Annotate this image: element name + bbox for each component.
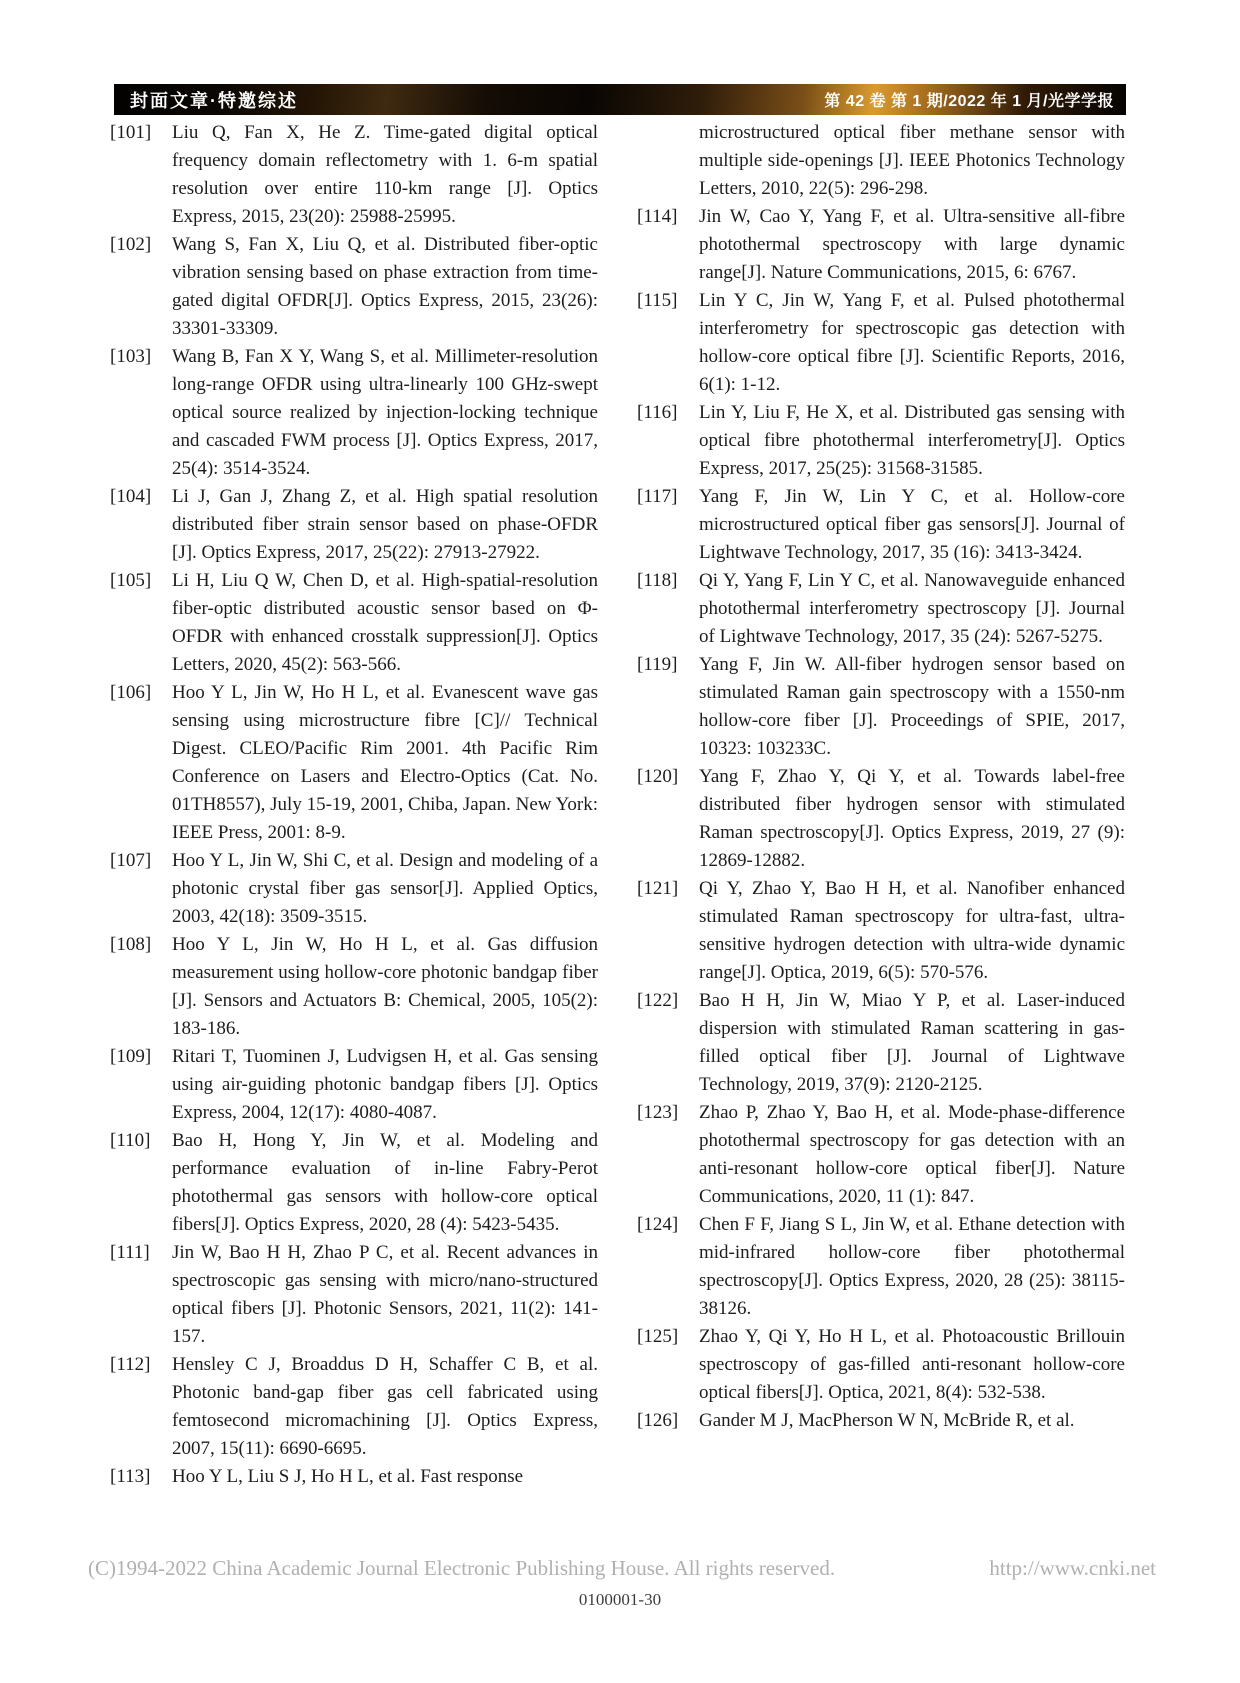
reference-item bbox=[110, 231, 598, 343]
reference-text: Li H, Liu Q W, Chen D, et al. High-spatial-resolution fiber-optic distributed acoustic sensor based on Φ-OFDR with enhanced crosstalk suppression[J]. Optics Letters, 2020, 45(2): 563-566. bbox=[172, 570, 598, 675]
reference-item bbox=[110, 679, 598, 847]
reference-number: [111] bbox=[110, 1242, 150, 1263]
reference-number: [117] bbox=[637, 486, 678, 507]
reference-number: [119] bbox=[637, 654, 678, 675]
reference-item bbox=[637, 399, 1125, 483]
page-number: 0100001-30 bbox=[578, 1590, 662, 1609]
reference-text: Lin Y C, Jin W, Yang F, et al. Pulsed photothermal interferometry for spectroscopic gas detection with hollow-core optical fibre [J]. Scientific Reports, 2016, 6(1): 1-12. bbox=[699, 290, 1125, 395]
reference-text: Qi Y, Yang F, Lin Y C, et al. Nanowaveguide enhanced photothermal interferometry spectroscopy [J]. Journal of Lightwave Technology, 2017, 35 (24): 5267-5275. bbox=[699, 570, 1125, 647]
reference-item bbox=[110, 343, 598, 483]
reference-item bbox=[637, 287, 1125, 399]
copyright-text: (C)1994-2022 China Academic Journal Electronic Publishing House. All rights reserved. bbox=[88, 1556, 836, 1580]
header-section-title: 封面文章·特邀综述 bbox=[130, 90, 298, 111]
reference-item bbox=[110, 931, 598, 1043]
reference-item bbox=[637, 1407, 1125, 1435]
reference-number: [104] bbox=[110, 486, 152, 507]
reference-number: [107] bbox=[110, 850, 152, 871]
reference-item bbox=[637, 651, 1125, 763]
column-left bbox=[110, 119, 598, 1491]
reference-item bbox=[110, 483, 598, 567]
reference-number: [113] bbox=[110, 1466, 151, 1487]
copyright-url: http://www.cnki.net bbox=[989, 1556, 1156, 1580]
reference-number: [118] bbox=[637, 570, 678, 591]
reference-text: Hoo Y L, Jin W, Shi C, et al. Design and modeling of a photonic crystal fiber gas sensor[J]. Applied Optics, 2003, 42(18): 3509-3515. bbox=[172, 850, 598, 927]
reference-text: Ritari T, Tuominen J, Ludvigsen H, et al. Gas sensing using air-guiding photonic bandgap fibers [J]. Optics Express, 2004, 12(17): 4080-4087. bbox=[172, 1046, 598, 1123]
reference-number bbox=[637, 119, 699, 203]
reference-text: Gander M J, MacPherson W N, McBride R, et al. bbox=[699, 1410, 1075, 1431]
reference-item bbox=[110, 119, 598, 231]
reference-text: Hoo Y L, Jin W, Ho H L, et al. Gas diffusion measurement using hollow-core photonic bandgap fiber [J]. Sensors and Actuators B: Chemical, 2005, 105(2): 183-186. bbox=[172, 934, 598, 1039]
reference-number: [120] bbox=[637, 766, 679, 787]
header-journal-info: 第 42 卷 第 1 期/2022 年 1 月/光学学报 bbox=[824, 93, 1114, 110]
page-header-bar bbox=[114, 84, 1126, 115]
reference-number: [103] bbox=[110, 346, 152, 367]
reference-number: [112] bbox=[110, 1354, 151, 1375]
reference-text: Zhao Y, Qi Y, Ho H L, et al. Photoacoustic Brillouin spectroscopy of gas-filled anti-resonant hollow-core optical fibers[J]. Optica, 2021, 8(4): 532-538. bbox=[699, 1326, 1125, 1403]
reference-number: [122] bbox=[637, 990, 679, 1011]
reference-text: Li J, Gan J, Zhang Z, et al. High spatial resolution distributed fiber strain sensor based on phase-OFDR [J]. Optics Express, 2017, 25(22): 27913-27922. bbox=[172, 486, 598, 563]
references-columns bbox=[110, 119, 1125, 1491]
reference-item bbox=[110, 567, 598, 679]
reference-item bbox=[637, 203, 1125, 287]
reference-text: microstructured optical fiber methane sensor with multiple side-openings [J]. IEEE Photonics Technology Letters, 2010, 22(5): 296-298. bbox=[699, 122, 1125, 199]
reference-number: [123] bbox=[637, 1102, 679, 1123]
reference-text: Wang B, Fan X Y, Wang S, et al. Millimeter-resolution long-range OFDR using ultra-linearly 100 GHz-swept optical source realized by injection-locking technique and cascaded FWM process [J]. Optics Express, 2017, 25(4): 3514-3524. bbox=[172, 346, 598, 479]
reference-text: Bao H H, Jin W, Miao Y P, et al. Laser-induced dispersion with stimulated Raman scattering in gas-filled optical fiber [J]. Journal of Lightwave Technology, 2019, 37(9): 2120-2125. bbox=[699, 990, 1125, 1095]
reference-item bbox=[637, 119, 1125, 203]
reference-item bbox=[110, 1127, 598, 1239]
reference-text: Lin Y, Liu F, He X, et al. Distributed gas sensing with optical fibre photothermal interferometry[J]. Optics Express, 2017, 25(25): 31568-31585. bbox=[699, 402, 1125, 479]
reference-number: [124] bbox=[637, 1214, 679, 1235]
reference-text: Chen F F, Jiang S L, Jin W, et al. Ethane detection with mid-infrared hollow-core fiber photothermal spectroscopy[J]. Optics Express, 2020, 28 (25): 38115-38126. bbox=[699, 1214, 1125, 1319]
reference-text: Bao H, Hong Y, Jin W, et al. Modeling and performance evaluation of in-line Fabry-Perot photothermal gas sensors with hollow-core optical fibers[J]. Optics Express, 2020, 28 (4): 5423-5435. bbox=[172, 1130, 598, 1235]
reference-item bbox=[637, 1099, 1125, 1211]
reference-number: [109] bbox=[110, 1046, 152, 1067]
reference-number: [108] bbox=[110, 934, 152, 955]
reference-text: Hensley C J, Broaddus D H, Schaffer C B, et al. Photonic band-gap fiber gas cell fabricated using femtosecond micromachining [J]. Optics Express, 2007, 15(11): 6690-6695. bbox=[172, 1354, 598, 1459]
reference-number: [125] bbox=[637, 1326, 679, 1347]
reference-number: [115] bbox=[637, 290, 678, 311]
reference-item bbox=[637, 567, 1125, 651]
reference-item bbox=[637, 987, 1125, 1099]
reference-item bbox=[110, 1239, 598, 1351]
reference-number: [126] bbox=[637, 1410, 679, 1431]
reference-item bbox=[637, 1211, 1125, 1323]
reference-item bbox=[637, 1323, 1125, 1407]
reference-number: [106] bbox=[110, 682, 152, 703]
reference-text: Qi Y, Zhao Y, Bao H H, et al. Nanofiber enhanced stimulated Raman spectroscopy for ultra-fast, ultra-sensitive hydrogen detection with ultra-wide dynamic range[J]. Optica, 2019, 6(5): 570-576. bbox=[699, 878, 1125, 983]
copyright-line bbox=[88, 1556, 1156, 1581]
reference-text: Hoo Y L, Jin W, Ho H L, et al. Evanescent wave gas sensing using microstructure fibre [C]// Technical Digest. CLEO/Pacific Rim 2001. 4th Pacific Rim Conference on Lasers and Electro-Optics (Cat. No. 01TH8557), July 15-19, 2001, Chiba, Japan. New York: IEEE Press, 2001: 8-9. bbox=[172, 682, 598, 843]
column-right bbox=[637, 119, 1125, 1491]
reference-number: [121] bbox=[637, 878, 679, 899]
reference-text: Hoo Y L, Liu S J, Ho H L, et al. Fast response bbox=[172, 1466, 524, 1487]
reference-text: Liu Q, Fan X, He Z. Time-gated digital optical frequency domain reflectometry with 1. 6-m spatial resolution over entire 110-km range [J]. Optics Express, 2015, 23(20): 25988-25995. bbox=[172, 122, 598, 227]
reference-text: Jin W, Cao Y, Yang F, et al. Ultra-sensitive all-fibre photothermal spectroscopy with large dynamic range[J]. Nature Communications, 2015, 6: 6767. bbox=[699, 206, 1125, 283]
reference-number: [110] bbox=[110, 1130, 151, 1151]
reference-number: [102] bbox=[110, 234, 152, 255]
reference-text: Yang F, Jin W. All-fiber hydrogen sensor based on stimulated Raman gain spectroscopy with a 1550-nm hollow-core fiber [J]. Proceedings of SPIE, 2017, 10323: 103233C. bbox=[699, 654, 1125, 759]
reference-item bbox=[110, 1463, 598, 1491]
reference-text: Yang F, Zhao Y, Qi Y, et al. Towards label-free distributed fiber hydrogen sensor with stimulated Raman spectroscopy[J]. Optics Express, 2019, 27 (9): 12869-12882. bbox=[699, 766, 1125, 871]
reference-item bbox=[637, 483, 1125, 567]
reference-number: [105] bbox=[110, 570, 152, 591]
reference-item bbox=[110, 1043, 598, 1127]
reference-text: Jin W, Bao H H, Zhao P C, et al. Recent advances in spectroscopic gas sensing with micro/nano-structured optical fibers [J]. Photonic Sensors, 2021, 11(2): 141-157. bbox=[172, 1242, 598, 1347]
reference-item bbox=[637, 763, 1125, 875]
reference-text: Wang S, Fan X, Liu Q, et al. Distributed fiber-optic vibration sensing based on phase extraction from time-gated digital OFDR[J]. Optics Express, 2015, 23(26): 33301-33309. bbox=[172, 234, 598, 339]
reference-item bbox=[110, 1351, 598, 1463]
reference-number: [101] bbox=[110, 122, 152, 143]
reference-number: [116] bbox=[637, 402, 678, 423]
reference-number: [114] bbox=[637, 206, 678, 227]
reference-item bbox=[637, 875, 1125, 987]
reference-text: Yang F, Jin W, Lin Y C, et al. Hollow-core microstructured optical fiber gas sensors[J]. Journal of Lightwave Technology, 2017, 35 (16): 3413-3424. bbox=[699, 486, 1125, 563]
reference-item bbox=[110, 847, 598, 931]
reference-text: Zhao P, Zhao Y, Bao H, et al. Mode-phase-difference photothermal spectroscopy for gas detection with an anti-resonant hollow-core optical fiber[J]. Nature Communications, 2020, 11 (1): 847. bbox=[699, 1102, 1125, 1207]
